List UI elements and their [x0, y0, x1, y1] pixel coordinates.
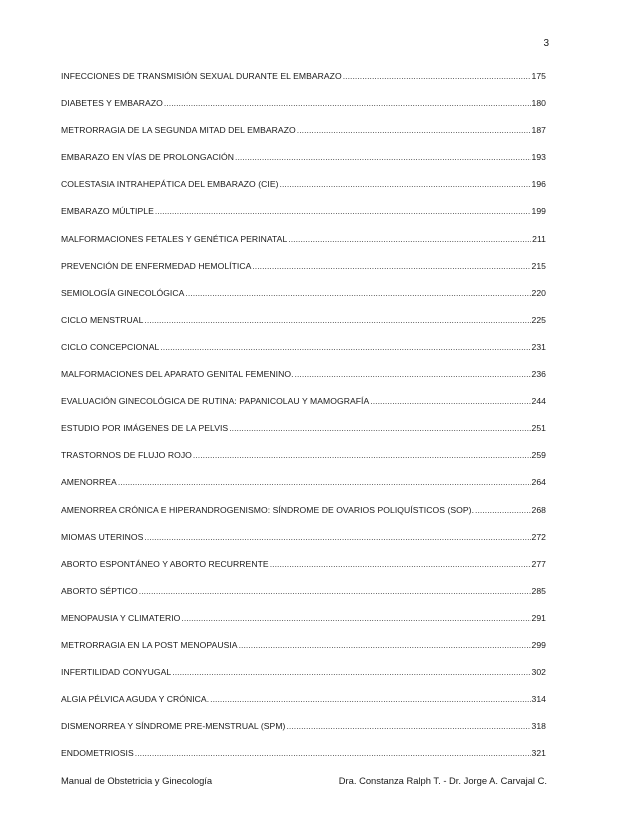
toc-leader-dots [239, 640, 531, 650]
toc-entry[interactable] [61, 234, 546, 261]
toc-entry[interactable] [61, 586, 546, 613]
toc-entry-page: 211 [532, 233, 546, 244]
toc-entry[interactable] [61, 71, 546, 98]
toc-leader-dots [295, 369, 531, 379]
toc-entry[interactable] [61, 667, 546, 694]
toc-leader-dots [135, 748, 531, 758]
toc-entry-page: 302 [531, 667, 546, 678]
toc-leader-dots [160, 342, 530, 352]
toc-entry[interactable] [61, 423, 546, 450]
toc-entry[interactable] [61, 748, 546, 775]
toc-entry-title: INFECCIONES DE TRANSMISIÓN SEXUAL DURANTE EL EMBARAZO [61, 71, 342, 81]
toc-entry-page: 272 [531, 531, 546, 542]
page-number: 3 [543, 38, 549, 49]
toc-entry-title: ABORTO SÉPTICO [61, 585, 138, 596]
toc-entry-page: 236 [531, 369, 546, 380]
toc-leader-dots [193, 450, 531, 460]
toc-entry[interactable] [61, 369, 546, 396]
toc-leader-dots [235, 152, 530, 162]
toc-entry-page: 231 [531, 341, 546, 352]
footer-authors: Dra. Constanza Ralph T. - Dr. Jorge A. Carvajal C. [338, 775, 547, 786]
toc-entry-title: MENOPAUSIA Y CLIMATERIO [61, 612, 181, 623]
toc-entry-page: 187 [531, 125, 546, 136]
toc-entry-title: ESTUDIO POR IMÁGENES DE LA PELVIS [61, 423, 229, 434]
toc-entry[interactable] [61, 559, 546, 586]
toc-entry-page: 225 [531, 314, 546, 325]
toc-entry-page: 244 [531, 396, 546, 407]
toc-entry[interactable] [61, 206, 546, 233]
toc-entry-title: CICLO MENSTRUAL [61, 314, 144, 325]
toc-entry[interactable] [61, 152, 546, 179]
toc-leader-dots [172, 667, 530, 677]
toc-entry[interactable] [61, 288, 546, 315]
toc-leader-dots [343, 71, 531, 81]
toc-leader-dots [155, 206, 531, 216]
toc-entry[interactable] [61, 721, 546, 748]
toc-entry-title: AMENORREA CRÓNICA E HIPERANDROGENISMO: SÍNDROME DE OVARIOS POLIQUÍSTICOS (SOP). [61, 504, 475, 515]
toc-leader-dots [280, 179, 531, 189]
toc-entry-title: EMBARAZO EN VÍAS DE PROLONGACIÓN [61, 152, 235, 163]
toc-entry-title: CICLO CONCEPCIONAL [61, 341, 160, 352]
toc-entry[interactable] [61, 640, 546, 667]
toc-entry[interactable] [61, 179, 546, 206]
toc-entry-page: 318 [531, 721, 546, 732]
toc-leader-dots [185, 288, 530, 298]
toc-entry-page: 299 [531, 639, 546, 650]
toc-entry-page: 259 [531, 450, 546, 461]
toc-entry[interactable] [61, 342, 546, 369]
toc-leader-dots [118, 477, 531, 487]
toc-entry[interactable] [61, 694, 546, 721]
table-of-contents [61, 71, 546, 775]
toc-leader-dots [252, 261, 530, 271]
toc-entry-title: PREVENCIÓN DE ENFERMEDAD HEMOLÍTICA [61, 260, 252, 271]
footer-book-title: Manual de Obstetricia y Ginecología [61, 775, 213, 786]
toc-leader-dots [144, 315, 530, 325]
toc-leader-dots [270, 559, 531, 569]
toc-entry-page: 277 [531, 558, 546, 569]
toc-leader-dots [475, 505, 530, 515]
toc-entry-page: 264 [531, 477, 546, 488]
toc-leader-dots [288, 234, 531, 244]
toc-entry-page: 220 [531, 287, 546, 298]
toc-entry-page: 199 [531, 206, 546, 217]
toc-leader-dots [181, 613, 530, 623]
toc-leader-dots [370, 396, 530, 406]
toc-leader-dots [229, 423, 530, 433]
toc-entry[interactable] [61, 477, 546, 504]
toc-entry[interactable] [61, 532, 546, 559]
toc-entry-page: 314 [531, 694, 546, 705]
toc-entry-page: 291 [531, 612, 546, 623]
toc-entry[interactable] [61, 505, 546, 532]
toc-entry-title: DIABETES Y EMBARAZO [61, 98, 163, 109]
toc-entry-title: MALFORMACIONES FETALES Y GENÉTICA PERINATAL [61, 233, 288, 244]
toc-entry[interactable] [61, 450, 546, 477]
toc-entry[interactable] [61, 125, 546, 152]
toc-entry[interactable] [61, 98, 546, 125]
toc-entry-title: EMBARAZO MÚLTIPLE [61, 206, 154, 217]
toc-entry-title: AMENORREA [61, 477, 117, 488]
toc-leader-dots [144, 532, 530, 542]
toc-entry-page: 285 [531, 585, 546, 596]
toc-leader-dots [286, 721, 530, 731]
toc-entry-title: TRASTORNOS DE FLUJO ROJO [61, 450, 192, 461]
toc-entry-page: 251 [531, 423, 546, 434]
toc-leader-dots [139, 586, 531, 596]
toc-entry[interactable] [61, 613, 546, 640]
toc-entry-title: EVALUACIÓN GINECOLÓGICA DE RUTINA: PAPANICOLAU Y MAMOGRAFÍA [61, 396, 370, 407]
toc-entry-page: 321 [531, 748, 546, 759]
toc-entry-title: METRORRAGIA DE LA SEGUNDA MITAD DEL EMBARAZO [61, 125, 296, 136]
toc-entry-title: MIOMAS UTERINOS [61, 531, 144, 542]
toc-leader-dots [164, 98, 531, 108]
toc-entry-title: SEMIOLOGÍA GINECOLÓGICA [61, 287, 185, 298]
toc-entry-title: ENDOMETRIOSIS [61, 748, 134, 759]
toc-entry-title: COLESTASIA INTRAHEPÁTICA DEL EMBARAZO (CIE) [61, 179, 279, 190]
toc-entry[interactable] [61, 396, 546, 423]
toc-entry-page: 268 [531, 504, 546, 515]
toc-entry-page: 175 [531, 71, 546, 81]
toc-entry-title: DISMENORREA Y SÍNDROME PRE-MENSTRUAL (SPM) [61, 721, 286, 732]
toc-leader-dots [297, 125, 531, 135]
toc-entry-title: ALGIA PÉLVICA AGUDA Y CRÓNICA. [61, 694, 210, 705]
toc-entry[interactable] [61, 315, 546, 342]
toc-entry-page: 215 [531, 260, 546, 271]
toc-entry[interactable] [61, 261, 546, 288]
toc-leader-dots [210, 694, 530, 704]
toc-entry-page: 193 [531, 152, 546, 163]
toc-entry-title: METRORRAGIA EN LA POST MENOPAUSIA [61, 639, 238, 650]
toc-entry-title: ABORTO ESPONTÁNEO Y ABORTO RECURRENTE [61, 558, 269, 569]
toc-entry-page: 196 [531, 179, 546, 190]
toc-entry-title: INFERTILIDAD CONYUGAL [61, 667, 172, 678]
toc-entry-page: 180 [531, 98, 546, 109]
toc-entry-title: MALFORMACIONES DEL APARATO GENITAL FEMENINO. [61, 369, 294, 380]
